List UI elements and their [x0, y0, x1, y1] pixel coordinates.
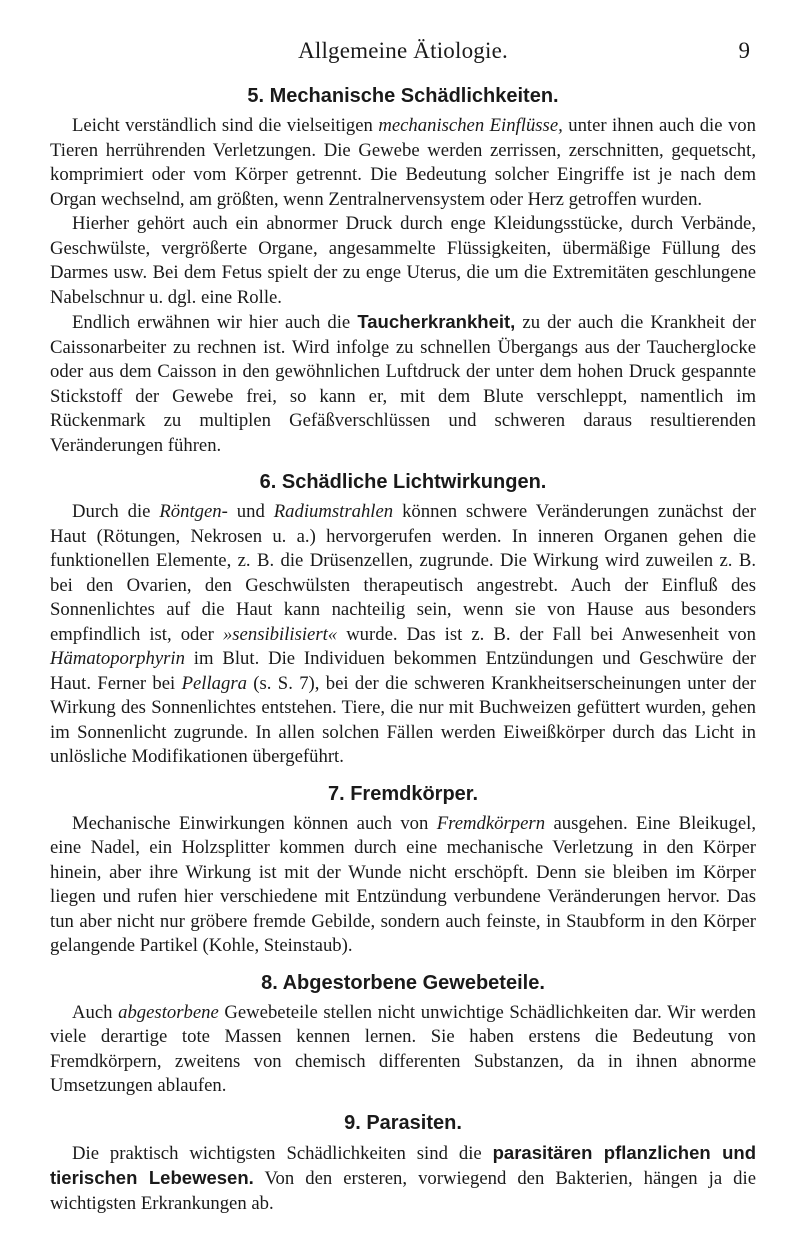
italic-term: »sensibilisiert« [222, 623, 338, 645]
paragraph [50, 114, 756, 212]
bold-term: parasitären pflanzlichen und tierischen Lebewesen. [50, 1141, 756, 1188]
text-run: im Blut. Die Individuen bekommen Entzündungen und Geschwüre der Haut. Ferner bei [50, 648, 756, 694]
text-run: Von den ersteren, vorwiegend den Bakterien, hängen ja die wichtigsten Erkrankungen ab. [50, 1168, 756, 1214]
text-run: zu der auch die Krankheit der Caissonarbeiter zu rechnen ist. Wird infolge zu schnellen Übergangs aus der Taucherglocke oder aus dem Caisson in den gewöhnlichen Luftdruck der unter dem hohen Druck gespannte Stickstoff der Gewebe frei, so kann er, mit dem Blute verschleppt, namentlich im Rückenmark zu multiplen Gefäßverschlüssen und schweren daraus resultierenden Veränderungen führen. [50, 312, 756, 456]
text-run: Auch [72, 1001, 119, 1023]
section [50, 969, 756, 1099]
text-run: ausgehen. Eine Bleikugel, eine Nadel, ein Holzsplitter kommen durch eine mechanische Verletzung in den Körper hinein, aber ihre Wirkung ist mit der Wunde nicht erschöpft. Denn sie bleiben im Körper liegen und rufen hier verschiedene mit Entzündung verbundene Veränderungen hervor. Das tun aber nicht nur gröbere fremde Gebilde, sondern auch feinste, in Staubform in den Körper gelangende Partikel (Kohle, Steinstaub). [50, 812, 757, 956]
section [50, 82, 756, 458]
text-run: (s. S. 7), bei der die schweren Krankheitserscheinungen unter der Wirkung des Sonnenlichtes entstehen. Tiere, die nur mit Buchweizen gefüttert wurden, gehen im Sonnenlicht zugrunde. In allen solchen Fällen werden Eiweißkörper durch das Licht in unlösliche Modifikationen übergeführt. [50, 672, 756, 767]
italic-term: Pellagra [181, 672, 247, 694]
paragraph [50, 500, 756, 770]
italic-term: Röntgen- [159, 501, 228, 522]
text-run: unter ihnen auch die von Tieren herrührenden Verletzungen. Die Gewebe werden zerrissen, zerschnitten, gequetscht, komprimiert oder vom Körper getrennt. Die Bedeutung solcher Eingriffe ist je nach dem Organ wechselnd, am größten, wenn Zentralnervensystem oder Herz getroffen wurden. [50, 115, 756, 210]
page-body [50, 82, 756, 1216]
bold-term: Taucherkrankheit, [357, 311, 516, 332]
section [50, 780, 756, 959]
text-run: und [227, 501, 274, 522]
text-run: Endlich erwähnen wir hier auch die [72, 312, 358, 333]
text-run: Hierher gehört auch ein abnormer Druck durch enge Kleidungsstücke, durch Verbände, Geschwülste, vergrößerte Organe, angesammelte Flüssigkeiten, übermäßige Füllung des Darmes usw. Bei dem Fetus spielt der zu enge Uterus, die um die Extremitäten geschlungene Nabelschnur u. dgl. eine Rolle. [50, 213, 756, 308]
text-run: Leicht verständlich sind die vielseitigen [72, 115, 379, 136]
text-run: Mechanische Einwirkungen können auch von [72, 812, 437, 834]
paragraph [50, 212, 756, 310]
italic-term: Fremdkörpern [436, 812, 546, 834]
section-heading: 8. Abgestorbene Gewebeteile. [261, 971, 545, 994]
section-heading: 9. Parasiten. [344, 1111, 462, 1134]
paragraph [50, 1001, 756, 1099]
text-run: Die praktisch wichtigsten Schädlichkeiten sind die [72, 1142, 493, 1164]
italic-term: mechanischen Einflüsse, [378, 115, 563, 136]
italic-term: abgestorbene [118, 1001, 219, 1023]
running-title: Allgemeine Ätiologie. [298, 38, 508, 63]
section-heading: 5. Mechanische Schädlichkeiten. [247, 85, 559, 107]
paragraph [50, 812, 756, 959]
paragraph [50, 1141, 756, 1217]
running-head [50, 0, 756, 70]
paragraph [50, 310, 756, 458]
text-run: können schwere Veränderungen zunächst der Haut (Rötungen, Nekrosen u. a.) hervorgerufen werden. In inneren Organen gehen die funktionellen Elemente, z. B. die Drüsenzellen, zugrunde. Die Wirkung wird zuweilen z. B. bei den Ovarien, den Geschwülsten therapeutisch angestrebt. Auch der Einfluß des Sonnenlichtes auf die Haut kann nachteilig sein, wenn sie von Hause aus besonders empfindlich ist, oder [50, 501, 756, 645]
text-run: Gewebeteile stellen nicht unwichtige Schädlichkeiten dar. Wir werden viele derartige tote Massen kennen lernen. Sie haben erstens die Bedeutung von Fremdkörpern, zweitens von chemisch differenten Substanzen, da in ihnen abnorme Umsetzungen ablaufen. [50, 1001, 756, 1096]
text-run: Durch die [72, 501, 160, 522]
section [50, 468, 756, 770]
section-heading: 7. Fremdkörper. [327, 782, 479, 805]
section-heading: 6. Schädliche Lichtwirkungen. [259, 471, 547, 493]
page-number: 9 [738, 38, 750, 63]
italic-term: Radiumstrahlen [273, 501, 394, 522]
text-run: wurde. Das ist z. B. der Fall bei Anwesenheit von [337, 623, 756, 645]
section [50, 1109, 756, 1217]
italic-term: Hämatoporphyrin [50, 648, 185, 669]
